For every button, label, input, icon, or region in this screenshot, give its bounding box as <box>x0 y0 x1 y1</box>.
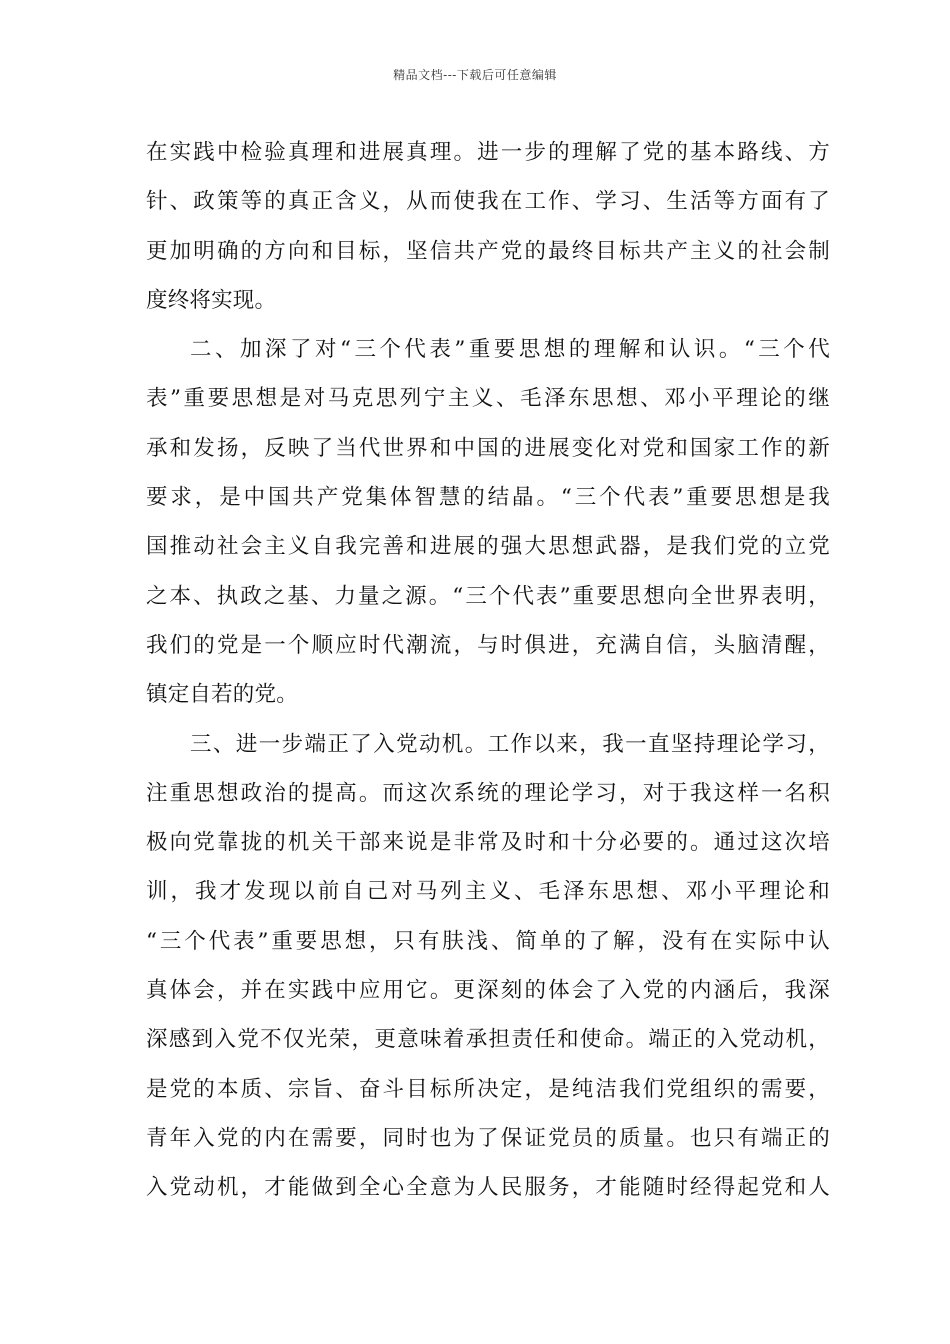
text-line: 针、政策等的真正含义，从而使我在工作、学习、生活等方面有了 <box>146 189 830 215</box>
text-line: 深感到入党不仅光荣，更意味着承担责任和使命。端正的入党动机， <box>146 1027 830 1053</box>
text-line: 国推动社会主义自我完善和进展的强大思想武器，是我们党的立党 <box>146 534 830 560</box>
text-line: 之本、执政之基、力量之源。“三个代表”重要思想向全世界表明， <box>146 583 830 609</box>
text-line: 表”重要思想是对马克思列宁主义、毛泽东思想、邓小平理论的继 <box>146 386 830 412</box>
text-line: 我们的党是一个顺应时代潮流，与时俱进，充满自信，头脑清醒， <box>146 632 830 658</box>
text-line: 更加明确的方向和目标，坚信共产党的最终目标共产主义的社会制 <box>146 238 830 264</box>
text-line: 度终将实现。 <box>146 287 277 313</box>
text-line: 在实践中检验真理和进展真理。进一步的理解了党的基本路线、方 <box>146 140 830 165</box>
text-line: 注重思想政治的提高。而这次系统的理论学习，对于我这样一名积 <box>146 780 830 806</box>
text-line: 镇定自若的党。 <box>146 682 298 708</box>
text-line: 承和发扬，反映了当代世界和中国的进展变化对党和国家工作的新 <box>146 435 830 461</box>
text-line: 是党的本质、宗旨、奋斗目标所决定，是纯洁我们党组织的需要， <box>146 1076 830 1102</box>
page-header: 精品文档---下载后可任意编辑 <box>393 68 557 82</box>
text-line: 二、加深了对“三个代表”重要思想的理解和认识。“三个代 <box>190 337 830 363</box>
text-line: 要求，是中国共产党集体智慧的结晶。“三个代表”重要思想是我 <box>146 485 830 511</box>
text-line: 真体会，并在实践中应用它。更深刻的体会了入党的内涵后，我深 <box>146 978 830 1004</box>
text-line: “三个代表”重要思想，只有肤浅、简单的了解，没有在实际中认 <box>146 928 830 954</box>
document-body <box>146 128 830 1213</box>
text-line: 极向党靠拢的机关干部来说是非常及时和十分必要的。通过这次培 <box>146 830 830 856</box>
text-line: 入党动机，才能做到全心全意为人民服务，才能随时经得起党和人 <box>146 1175 830 1201</box>
text-line: 青年入党的内在需要，同时也为了保证党员的质量。也只有端正的 <box>146 1125 830 1151</box>
text-line: 三、进一步端正了入党动机。工作以来，我一直坚持理论学习， <box>190 731 830 757</box>
text-line: 训，我才发现以前自己对马列主义、毛泽东思想、邓小平理论和 <box>146 879 830 905</box>
